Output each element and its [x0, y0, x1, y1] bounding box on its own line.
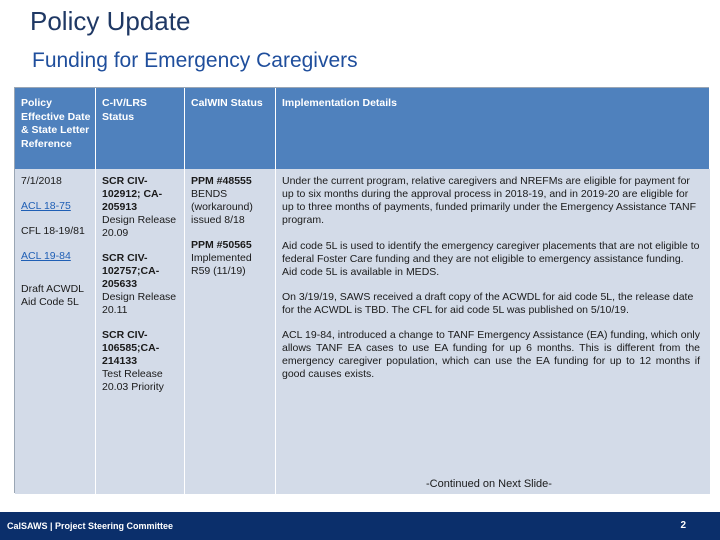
continued-note: -Continued on Next Slide- — [426, 478, 552, 490]
page-number: 2 — [680, 520, 686, 531]
scr-2-status: Design Release 20.11 — [102, 291, 177, 316]
ppm-1-id: PPM #48555 — [191, 175, 252, 187]
link-acl-19-84[interactable]: ACL 19-84 — [21, 250, 71, 262]
scr-2-id: SCR CIV-102757;CA-205633 — [102, 252, 160, 290]
header-implementation-details: Implementation Details — [276, 88, 710, 169]
scr-1-status: Design Release 20.09 — [102, 214, 177, 239]
page-title: Policy Update — [30, 6, 191, 36]
header-civ-lrs-status: C-IV/LRS Status — [96, 88, 185, 169]
policy-table — [14, 87, 709, 493]
details-paragraph-2: Aid code 5L is used to identify the emergency caregiver placements that are not eligible to federal Foster Care funding and they are not eligible to emergency assistance funding. Aid code 5L is available in MEDS. — [282, 240, 700, 278]
header-calwin-status: CalWIN Status — [185, 88, 276, 169]
header-policy-date: Policy Effective Date & State Letter Reference — [15, 88, 96, 169]
details-paragraph-3: On 3/19/19, SAWS received a draft copy of the ACWDL for aid code 5L, the release date for the ACWDL is TBD. The CFL for aid code 5L was published on 5/10/19. — [282, 291, 694, 316]
policy-date: 7/1/2018 — [21, 175, 62, 187]
details-paragraph-1: Under the current program, relative caregivers and NREFMs are eligible for payment for up to six months during the approval process in 2018-19, and in 2019-20 are eligible for up to three months of payments, funded primarily under the Emergency Assistance TANF program. — [282, 175, 696, 226]
scr-3-id: SCR CIV-106585;CA-214133 — [102, 329, 160, 367]
link-acl-18-75[interactable]: ACL 18-75 — [21, 200, 71, 212]
cfl-reference: CFL 18-19/81 — [21, 225, 85, 237]
ppm-1-status: BENDS (workaround) issued 8/18 — [191, 188, 253, 226]
footer-bar — [0, 512, 720, 540]
page-subtitle: Funding for Emergency Caregivers — [32, 49, 358, 72]
draft-acwdl-reference: Draft ACWDL Aid Code 5L — [21, 283, 84, 308]
scr-1-id: SCR CIV-102912; CA-205913 — [102, 175, 163, 213]
cell-calwin-status — [185, 169, 276, 494]
cell-civ-lrs-status — [96, 169, 185, 494]
scr-3-status: Test Release 20.03 Priority — [102, 368, 164, 393]
ppm-2-id: PPM #50565 — [191, 239, 252, 251]
cell-implementation-details — [276, 169, 710, 494]
ppm-2-status: Implemented R59 (11/19) — [191, 252, 252, 277]
details-paragraph-4: ACL 19-84, introduced a change to TANF Emergency Assistance (EA) funding, which only allows TANF EA cases to use EA funding for up 6 months. This is different from the emergency caregiver population, which can use the EA funding for up to 12 months if good causes exists. — [282, 329, 700, 380]
cell-policy-references — [15, 169, 96, 494]
footer-label: CalSAWS | Project Steering Committee — [7, 521, 174, 531]
